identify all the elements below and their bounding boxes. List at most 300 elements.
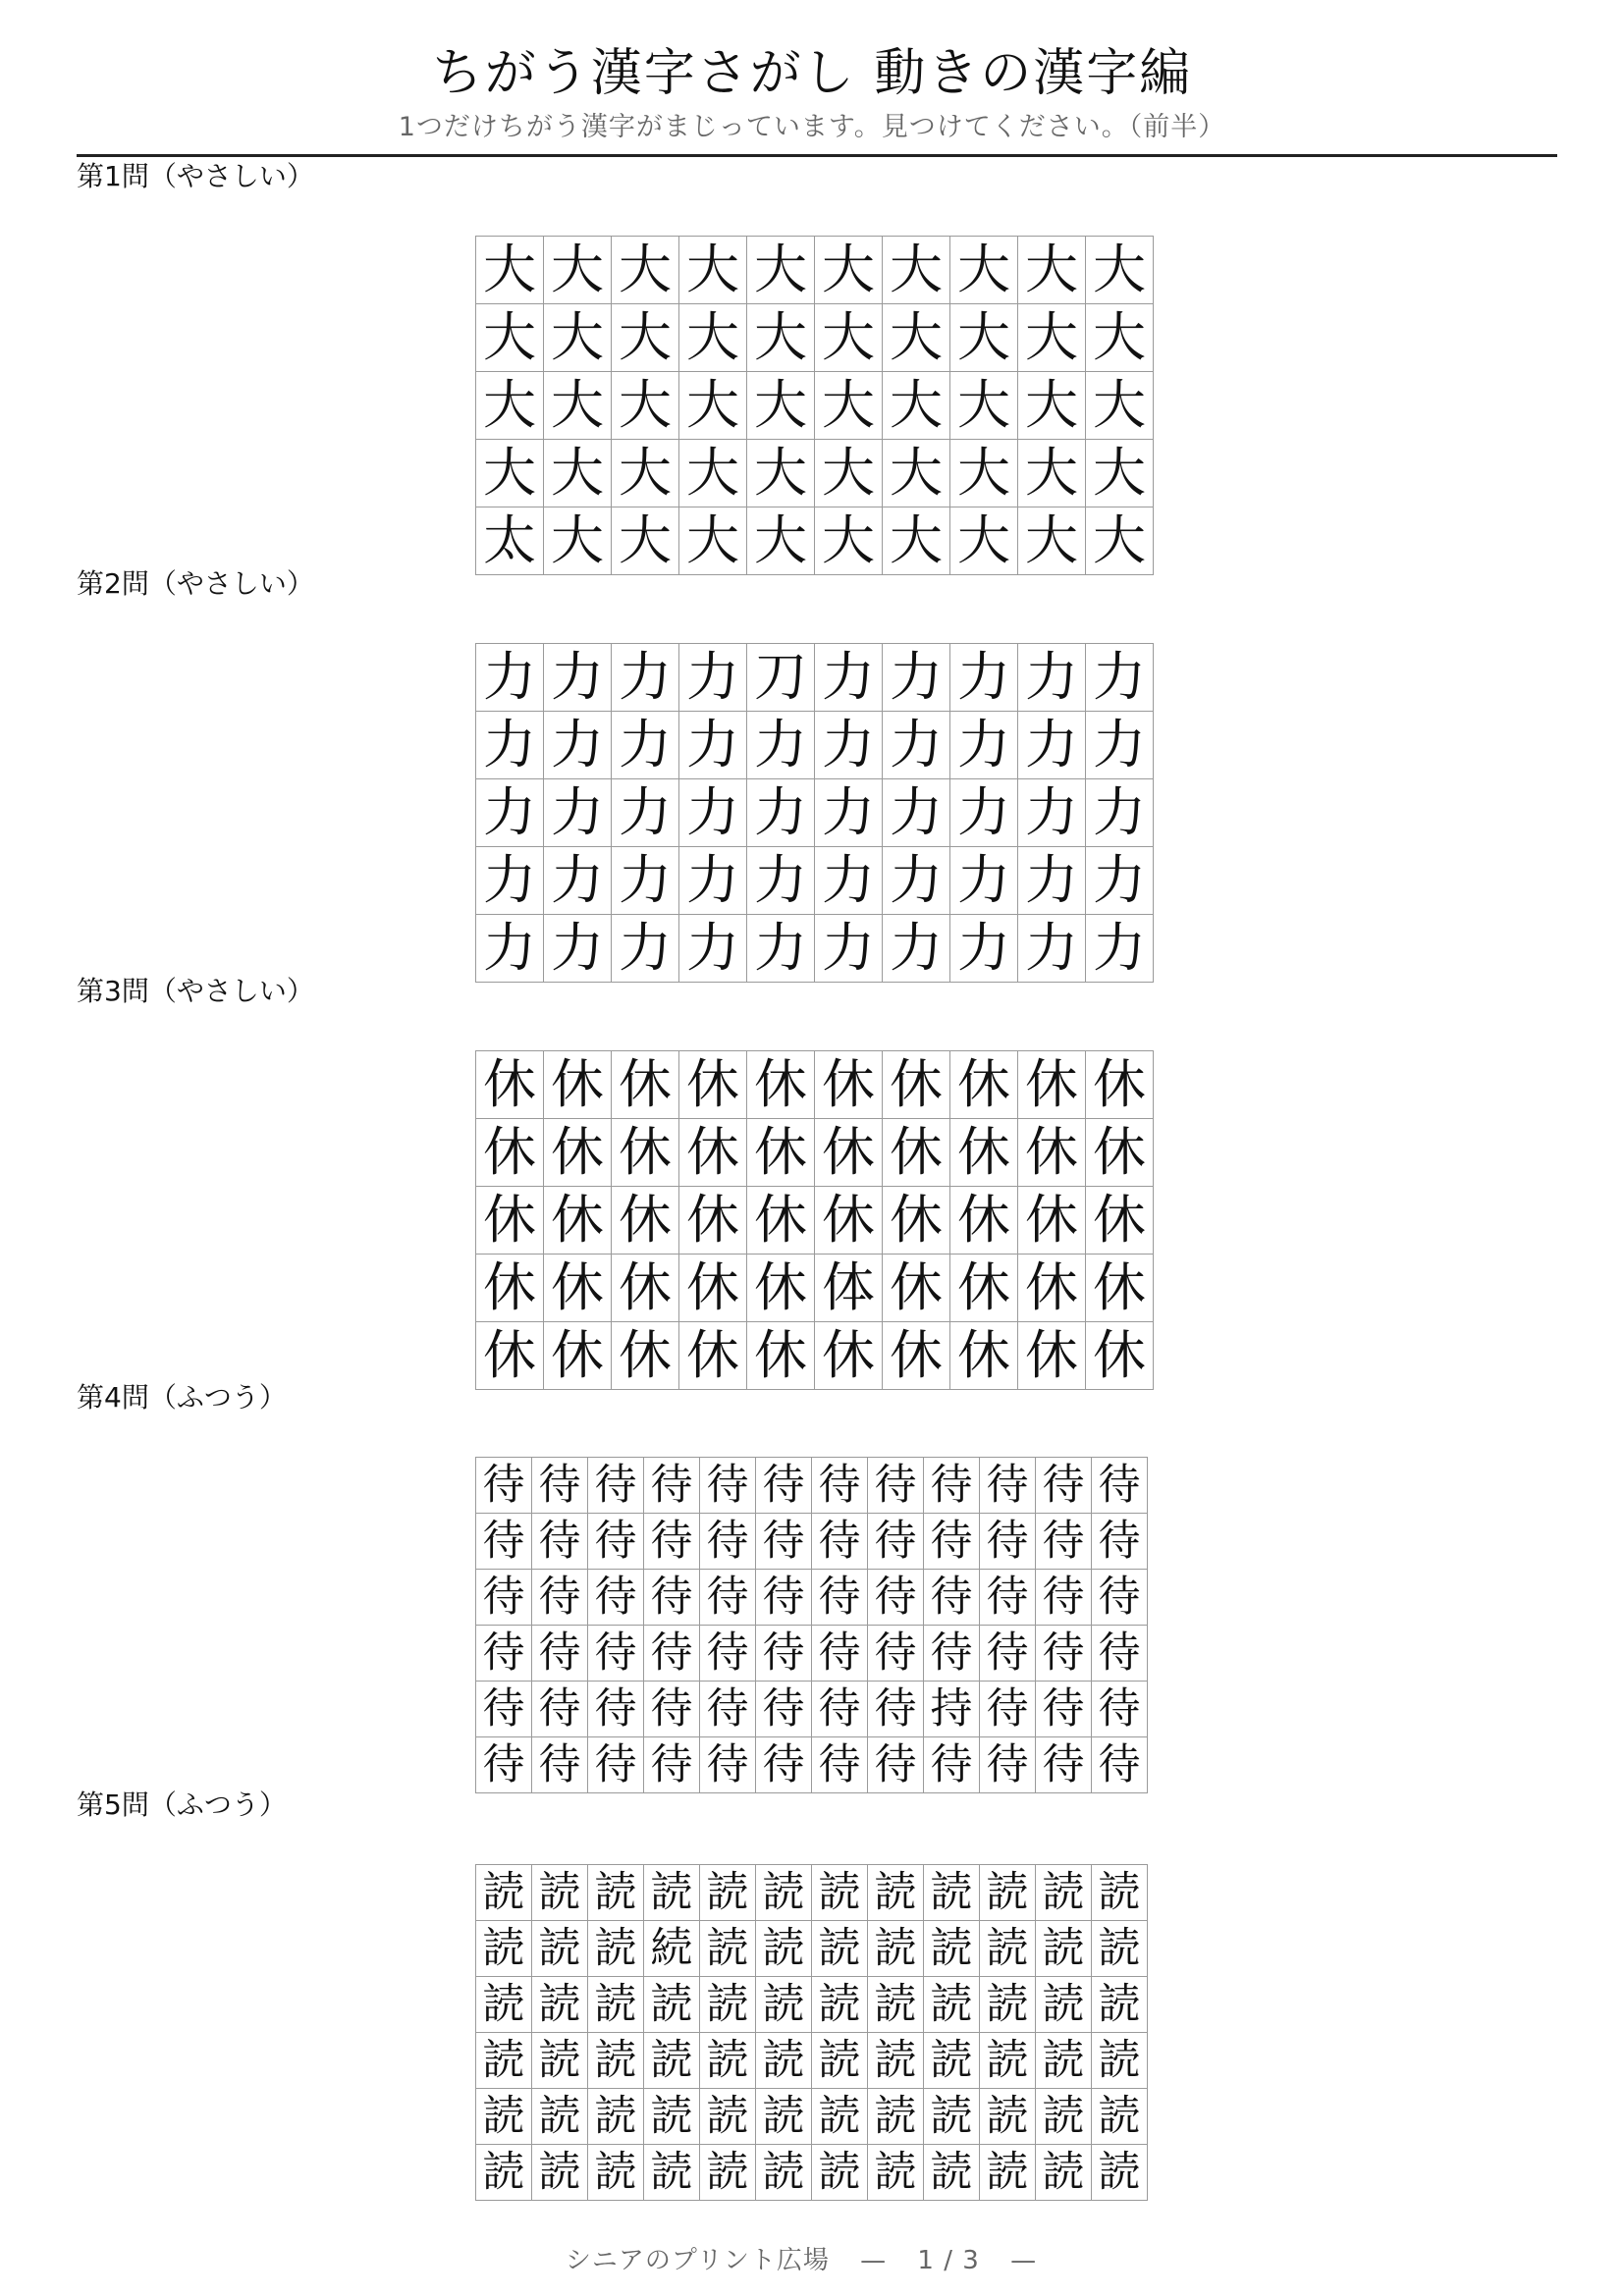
grid-cell: 力 xyxy=(544,779,612,847)
grid-cell: 力 xyxy=(679,712,747,779)
grid-cell: 待 xyxy=(644,1570,700,1626)
grid-cell: 大 xyxy=(612,440,679,507)
grid-cell: 待 xyxy=(868,1458,924,1514)
grid-cell: 読 xyxy=(756,1865,812,1921)
grid-cell: 休 xyxy=(1086,1255,1154,1322)
grid-cell: 待 xyxy=(924,1570,980,1626)
grid-cell: 休 xyxy=(1018,1051,1086,1119)
grid-row xyxy=(476,2089,1148,2145)
grid-cell: 読 xyxy=(532,1865,588,1921)
grid-cell: 休 xyxy=(950,1255,1018,1322)
grid-cell: 待 xyxy=(868,1737,924,1793)
grid-cell: 力 xyxy=(950,644,1018,712)
grid-cell: 休 xyxy=(815,1187,883,1255)
grid-cell: 休 xyxy=(950,1051,1018,1119)
grid-cell: 読 xyxy=(980,1977,1036,2033)
grid-cell: 大 xyxy=(544,507,612,575)
question-5-grid xyxy=(475,1864,1148,2201)
grid-cell: 読 xyxy=(868,1921,924,1977)
grid-cell: 力 xyxy=(476,779,544,847)
grid-cell: 待 xyxy=(700,1570,756,1626)
grid-cell: 待 xyxy=(588,1570,644,1626)
grid-cell: 休 xyxy=(612,1187,679,1255)
grid-cell: 待 xyxy=(756,1514,812,1570)
grid-cell: 休 xyxy=(747,1322,815,1390)
grid-cell: 読 xyxy=(812,1977,868,2033)
grid-cell: 休 xyxy=(679,1051,747,1119)
grid-cell: 待 xyxy=(924,1514,980,1570)
grid-cell: 待 xyxy=(476,1737,532,1793)
grid-cell: 待 xyxy=(868,1682,924,1737)
header-divider xyxy=(77,154,1557,157)
grid-cell: 待 xyxy=(644,1458,700,1514)
grid-cell: 休 xyxy=(815,1119,883,1187)
grid-cell: 読 xyxy=(588,2145,644,2201)
footer-page-number: 1 / 3 xyxy=(917,2246,980,2275)
grid-row xyxy=(476,237,1154,304)
grid-cell-odd: 続 xyxy=(644,1921,700,1977)
grid-row xyxy=(476,1187,1154,1255)
grid-cell: 待 xyxy=(532,1570,588,1626)
grid-cell: 待 xyxy=(1092,1682,1148,1737)
grid-cell: 力 xyxy=(612,915,679,983)
grid-cell: 休 xyxy=(612,1051,679,1119)
grid-cell: 待 xyxy=(1092,1570,1148,1626)
grid-cell: 待 xyxy=(700,1458,756,1514)
grid-cell: 待 xyxy=(1036,1682,1092,1737)
grid-row xyxy=(476,1682,1148,1737)
grid-cell: 待 xyxy=(476,1570,532,1626)
grid-row xyxy=(476,372,1154,440)
grid-cell: 大 xyxy=(476,237,544,304)
grid-cell: 休 xyxy=(883,1255,950,1322)
grid-cell: 力 xyxy=(1018,915,1086,983)
grid-cell: 読 xyxy=(756,1921,812,1977)
grid-cell: 読 xyxy=(812,2033,868,2089)
grid-cell: 大 xyxy=(950,507,1018,575)
grid-cell: 大 xyxy=(612,372,679,440)
grid-cell: 力 xyxy=(612,712,679,779)
grid-cell: 待 xyxy=(980,1570,1036,1626)
grid-cell: 待 xyxy=(812,1682,868,1737)
grid-cell: 大 xyxy=(950,237,1018,304)
grid-cell: 休 xyxy=(883,1322,950,1390)
grid-cell: 待 xyxy=(1036,1458,1092,1514)
grid-cell: 読 xyxy=(700,2145,756,2201)
grid-cell: 読 xyxy=(868,1977,924,2033)
grid-cell: 力 xyxy=(544,847,612,915)
grid-cell: 待 xyxy=(812,1626,868,1682)
grid-cell: 休 xyxy=(815,1322,883,1390)
grid-cell: 大 xyxy=(679,304,747,372)
grid-cell: 大 xyxy=(679,440,747,507)
grid-cell: 休 xyxy=(544,1255,612,1322)
grid-cell: 力 xyxy=(1018,712,1086,779)
grid-cell: 待 xyxy=(868,1626,924,1682)
grid-cell: 大 xyxy=(1086,507,1154,575)
grid-cell: 力 xyxy=(544,712,612,779)
grid-cell: 待 xyxy=(532,1458,588,1514)
grid-cell: 読 xyxy=(812,2145,868,2201)
grid-cell: 大 xyxy=(815,507,883,575)
grid-cell: 休 xyxy=(679,1187,747,1255)
grid-cell: 待 xyxy=(980,1682,1036,1737)
grid-cell: 読 xyxy=(756,2033,812,2089)
grid-cell: 待 xyxy=(756,1626,812,1682)
grid-cell: 待 xyxy=(924,1626,980,1682)
grid-cell: 読 xyxy=(924,1977,980,2033)
question-5-label: 第5問（ふつう） xyxy=(77,1789,287,1821)
grid-row xyxy=(476,1737,1148,1793)
grid-cell: 力 xyxy=(815,779,883,847)
grid-cell: 力 xyxy=(950,712,1018,779)
grid-cell: 力 xyxy=(950,847,1018,915)
grid-cell: 大 xyxy=(476,372,544,440)
grid-cell: 待 xyxy=(812,1737,868,1793)
grid-cell: 休 xyxy=(476,1322,544,1390)
grid-cell: 待 xyxy=(588,1514,644,1570)
grid-cell: 読 xyxy=(980,2033,1036,2089)
grid-cell: 読 xyxy=(756,2145,812,2201)
grid-cell: 待 xyxy=(476,1514,532,1570)
grid-cell: 読 xyxy=(700,1977,756,2033)
grid-row xyxy=(476,1051,1154,1119)
grid-cell: 休 xyxy=(883,1051,950,1119)
grid-cell: 力 xyxy=(1018,847,1086,915)
grid-cell: 力 xyxy=(747,847,815,915)
grid-cell: 待 xyxy=(644,1737,700,1793)
grid-cell: 読 xyxy=(700,1865,756,1921)
grid-cell: 読 xyxy=(1036,1977,1092,2033)
grid-cell: 休 xyxy=(747,1187,815,1255)
grid-cell: 休 xyxy=(679,1322,747,1390)
grid-cell: 休 xyxy=(1018,1187,1086,1255)
grid-cell: 大 xyxy=(950,304,1018,372)
grid-cell: 休 xyxy=(476,1255,544,1322)
grid-cell: 大 xyxy=(747,237,815,304)
grid-cell: 大 xyxy=(612,237,679,304)
grid-cell: 大 xyxy=(747,304,815,372)
grid-row xyxy=(476,2145,1148,2201)
grid-cell: 休 xyxy=(679,1119,747,1187)
grid-cell: 読 xyxy=(588,1865,644,1921)
grid-cell-odd: 刀 xyxy=(747,644,815,712)
grid-row xyxy=(476,1977,1148,2033)
grid-cell: 読 xyxy=(476,1865,532,1921)
grid-cell: 待 xyxy=(476,1458,532,1514)
grid-cell: 読 xyxy=(868,2145,924,2201)
grid-cell: 待 xyxy=(756,1737,812,1793)
question-3-label: 第3問（やさしい） xyxy=(77,975,314,1007)
grid-cell: 読 xyxy=(532,1921,588,1977)
grid-cell: 休 xyxy=(1086,1051,1154,1119)
question-4-label: 第4問（ふつう） xyxy=(77,1381,287,1414)
grid-cell: 待 xyxy=(588,1626,644,1682)
grid-cell: 読 xyxy=(700,2089,756,2145)
grid-cell: 待 xyxy=(588,1682,644,1737)
grid-cell: 休 xyxy=(950,1187,1018,1255)
grid-cell: 大 xyxy=(1018,372,1086,440)
grid-cell: 待 xyxy=(980,1626,1036,1682)
question-3-grid xyxy=(475,1050,1154,1390)
grid-row xyxy=(476,1119,1154,1187)
grid-cell: 力 xyxy=(1086,847,1154,915)
grid-cell: 読 xyxy=(532,2089,588,2145)
grid-cell: 力 xyxy=(747,712,815,779)
grid-cell: 力 xyxy=(1018,779,1086,847)
grid-cell: 読 xyxy=(1036,2033,1092,2089)
grid-cell: 読 xyxy=(980,1865,1036,1921)
grid-cell: 力 xyxy=(1086,712,1154,779)
grid-cell: 読 xyxy=(812,2089,868,2145)
grid-cell: 休 xyxy=(476,1187,544,1255)
grid-cell: 待 xyxy=(756,1570,812,1626)
question-2-grid xyxy=(475,643,1154,983)
grid-cell: 読 xyxy=(1092,2145,1148,2201)
grid-cell: 休 xyxy=(612,1119,679,1187)
grid-cell: 待 xyxy=(980,1737,1036,1793)
grid-cell-odd: 太 xyxy=(476,507,544,575)
grid-cell: 大 xyxy=(815,440,883,507)
grid-cell: 力 xyxy=(1086,779,1154,847)
grid-cell: 読 xyxy=(476,1921,532,1977)
question-1-label: 第1問（やさしい） xyxy=(77,160,314,192)
grid-cell: 休 xyxy=(544,1051,612,1119)
grid-row xyxy=(476,915,1154,983)
grid-cell: 休 xyxy=(1086,1187,1154,1255)
grid-cell: 大 xyxy=(883,372,950,440)
grid-cell: 休 xyxy=(747,1051,815,1119)
grid-cell: 休 xyxy=(747,1255,815,1322)
grid-cell: 待 xyxy=(924,1458,980,1514)
grid-row xyxy=(476,1255,1154,1322)
grid-cell: 読 xyxy=(644,2089,700,2145)
grid-cell: 力 xyxy=(1086,915,1154,983)
grid-cell: 大 xyxy=(815,237,883,304)
grid-cell: 大 xyxy=(476,304,544,372)
grid-cell: 休 xyxy=(747,1119,815,1187)
grid-cell: 大 xyxy=(815,372,883,440)
page-title: ちがう漢字さがし 動きの漢字編 xyxy=(431,44,1193,103)
grid-cell: 待 xyxy=(868,1514,924,1570)
grid-cell: 待 xyxy=(868,1570,924,1626)
grid-cell: 大 xyxy=(544,440,612,507)
footer-dash-right: — xyxy=(1010,2246,1038,2275)
grid-cell: 大 xyxy=(1086,304,1154,372)
grid-row xyxy=(476,1865,1148,1921)
grid-cell: 読 xyxy=(476,2033,532,2089)
grid-cell: 待 xyxy=(1092,1626,1148,1682)
grid-cell: 休 xyxy=(544,1322,612,1390)
grid-cell: 力 xyxy=(612,847,679,915)
question-2-label: 第2問（やさしい） xyxy=(77,567,314,600)
grid-cell: 大 xyxy=(544,237,612,304)
grid-row xyxy=(476,779,1154,847)
grid-cell: 力 xyxy=(476,644,544,712)
grid-cell: 休 xyxy=(612,1322,679,1390)
grid-row xyxy=(476,847,1154,915)
grid-row xyxy=(476,1514,1148,1570)
grid-cell: 待 xyxy=(1036,1737,1092,1793)
grid-cell: 読 xyxy=(1092,1865,1148,1921)
grid-cell: 大 xyxy=(815,304,883,372)
grid-cell: 大 xyxy=(679,237,747,304)
grid-cell: 大 xyxy=(612,304,679,372)
grid-cell: 待 xyxy=(532,1682,588,1737)
grid-cell: 休 xyxy=(815,1051,883,1119)
grid-cell: 休 xyxy=(544,1119,612,1187)
grid-cell: 大 xyxy=(883,440,950,507)
grid-cell: 大 xyxy=(747,507,815,575)
grid-row xyxy=(476,712,1154,779)
grid-cell: 読 xyxy=(644,1977,700,2033)
grid-cell: 力 xyxy=(883,712,950,779)
page-footer xyxy=(0,2244,1624,2277)
grid-cell: 休 xyxy=(612,1255,679,1322)
grid-cell: 待 xyxy=(532,1626,588,1682)
grid-cell: 力 xyxy=(1018,644,1086,712)
grid-cell: 力 xyxy=(476,712,544,779)
grid-cell: 大 xyxy=(1018,304,1086,372)
grid-cell: 待 xyxy=(700,1682,756,1737)
grid-cell: 読 xyxy=(868,2033,924,2089)
grid-cell: 読 xyxy=(588,1921,644,1977)
grid-cell: 力 xyxy=(747,779,815,847)
grid-cell: 休 xyxy=(476,1119,544,1187)
grid-cell: 力 xyxy=(815,915,883,983)
grid-cell: 力 xyxy=(476,847,544,915)
grid-cell: 大 xyxy=(883,304,950,372)
grid-cell: 読 xyxy=(588,2033,644,2089)
grid-cell: 待 xyxy=(476,1682,532,1737)
grid-cell: 休 xyxy=(1086,1119,1154,1187)
question-1-grid xyxy=(475,236,1154,575)
grid-cell: 力 xyxy=(950,779,1018,847)
grid-row xyxy=(476,440,1154,507)
grid-cell: 待 xyxy=(812,1458,868,1514)
grid-cell: 待 xyxy=(644,1682,700,1737)
grid-cell: 読 xyxy=(980,1921,1036,1977)
grid-cell: 待 xyxy=(644,1626,700,1682)
grid-row xyxy=(476,644,1154,712)
grid-cell: 力 xyxy=(679,915,747,983)
grid-cell: 力 xyxy=(544,915,612,983)
grid-cell: 読 xyxy=(1036,1921,1092,1977)
grid-cell: 読 xyxy=(980,2145,1036,2201)
grid-cell: 待 xyxy=(980,1458,1036,1514)
grid-cell: 読 xyxy=(924,2145,980,2201)
grid-cell: 読 xyxy=(476,2089,532,2145)
grid-cell: 休 xyxy=(1018,1322,1086,1390)
grid-cell: 待 xyxy=(1092,1514,1148,1570)
grid-cell: 読 xyxy=(532,2145,588,2201)
grid-cell: 読 xyxy=(980,2089,1036,2145)
grid-cell: 待 xyxy=(812,1570,868,1626)
grid-cell: 読 xyxy=(700,1921,756,1977)
grid-cell: 休 xyxy=(1086,1322,1154,1390)
grid-cell: 大 xyxy=(950,372,1018,440)
grid-cell: 大 xyxy=(1086,372,1154,440)
grid-cell: 休 xyxy=(679,1255,747,1322)
grid-cell-odd: 持 xyxy=(924,1682,980,1737)
grid-row xyxy=(476,1322,1154,1390)
grid-row xyxy=(476,1921,1148,1977)
grid-cell: 力 xyxy=(1086,644,1154,712)
grid-cell: 読 xyxy=(1036,2145,1092,2201)
grid-cell: 待 xyxy=(980,1514,1036,1570)
grid-cell: 読 xyxy=(532,1977,588,2033)
grid-cell: 大 xyxy=(1086,440,1154,507)
grid-cell: 待 xyxy=(756,1682,812,1737)
grid-cell: 力 xyxy=(679,847,747,915)
grid-cell: 休 xyxy=(544,1187,612,1255)
grid-cell: 大 xyxy=(1018,440,1086,507)
grid-cell: 読 xyxy=(868,1865,924,1921)
grid-cell: 休 xyxy=(1018,1119,1086,1187)
grid-cell: 力 xyxy=(612,644,679,712)
grid-cell: 大 xyxy=(883,507,950,575)
grid-row xyxy=(476,1458,1148,1514)
grid-cell: 読 xyxy=(476,1977,532,2033)
grid-cell: 待 xyxy=(1036,1626,1092,1682)
grid-cell: 力 xyxy=(950,915,1018,983)
grid-cell: 読 xyxy=(812,1921,868,1977)
grid-cell: 休 xyxy=(883,1187,950,1255)
grid-cell: 大 xyxy=(1086,237,1154,304)
grid-cell: 待 xyxy=(700,1514,756,1570)
grid-cell: 力 xyxy=(747,915,815,983)
grid-cell: 大 xyxy=(747,372,815,440)
grid-cell: 休 xyxy=(950,1322,1018,1390)
grid-cell: 休 xyxy=(1018,1255,1086,1322)
grid-cell: 待 xyxy=(532,1514,588,1570)
grid-cell: 読 xyxy=(1036,1865,1092,1921)
grid-row xyxy=(476,304,1154,372)
grid-cell-odd: 体 xyxy=(815,1255,883,1322)
grid-cell: 力 xyxy=(544,644,612,712)
grid-cell: 待 xyxy=(1036,1514,1092,1570)
grid-cell: 読 xyxy=(924,1921,980,1977)
grid-cell: 力 xyxy=(476,915,544,983)
grid-cell: 読 xyxy=(588,2089,644,2145)
grid-cell: 大 xyxy=(1018,507,1086,575)
grid-cell: 休 xyxy=(950,1119,1018,1187)
grid-cell: 大 xyxy=(747,440,815,507)
grid-cell: 大 xyxy=(679,372,747,440)
grid-cell: 読 xyxy=(1092,2089,1148,2145)
grid-cell: 待 xyxy=(700,1737,756,1793)
grid-cell: 力 xyxy=(815,847,883,915)
grid-cell: 読 xyxy=(924,1865,980,1921)
grid-cell: 読 xyxy=(756,1977,812,2033)
grid-cell: 読 xyxy=(644,2145,700,2201)
grid-cell: 大 xyxy=(883,237,950,304)
footer-site-name: シニアのプリント広場 xyxy=(565,2246,830,2275)
grid-cell: 力 xyxy=(815,712,883,779)
grid-cell: 待 xyxy=(756,1458,812,1514)
grid-cell: 待 xyxy=(700,1626,756,1682)
grid-cell: 読 xyxy=(924,2033,980,2089)
grid-cell: 読 xyxy=(1092,2033,1148,2089)
grid-cell: 読 xyxy=(700,2033,756,2089)
grid-cell: 大 xyxy=(612,507,679,575)
grid-cell: 待 xyxy=(924,1737,980,1793)
grid-cell: 読 xyxy=(868,2089,924,2145)
grid-cell: 力 xyxy=(679,644,747,712)
grid-cell: 大 xyxy=(950,440,1018,507)
grid-cell: 読 xyxy=(1092,1977,1148,2033)
grid-cell: 待 xyxy=(588,1737,644,1793)
